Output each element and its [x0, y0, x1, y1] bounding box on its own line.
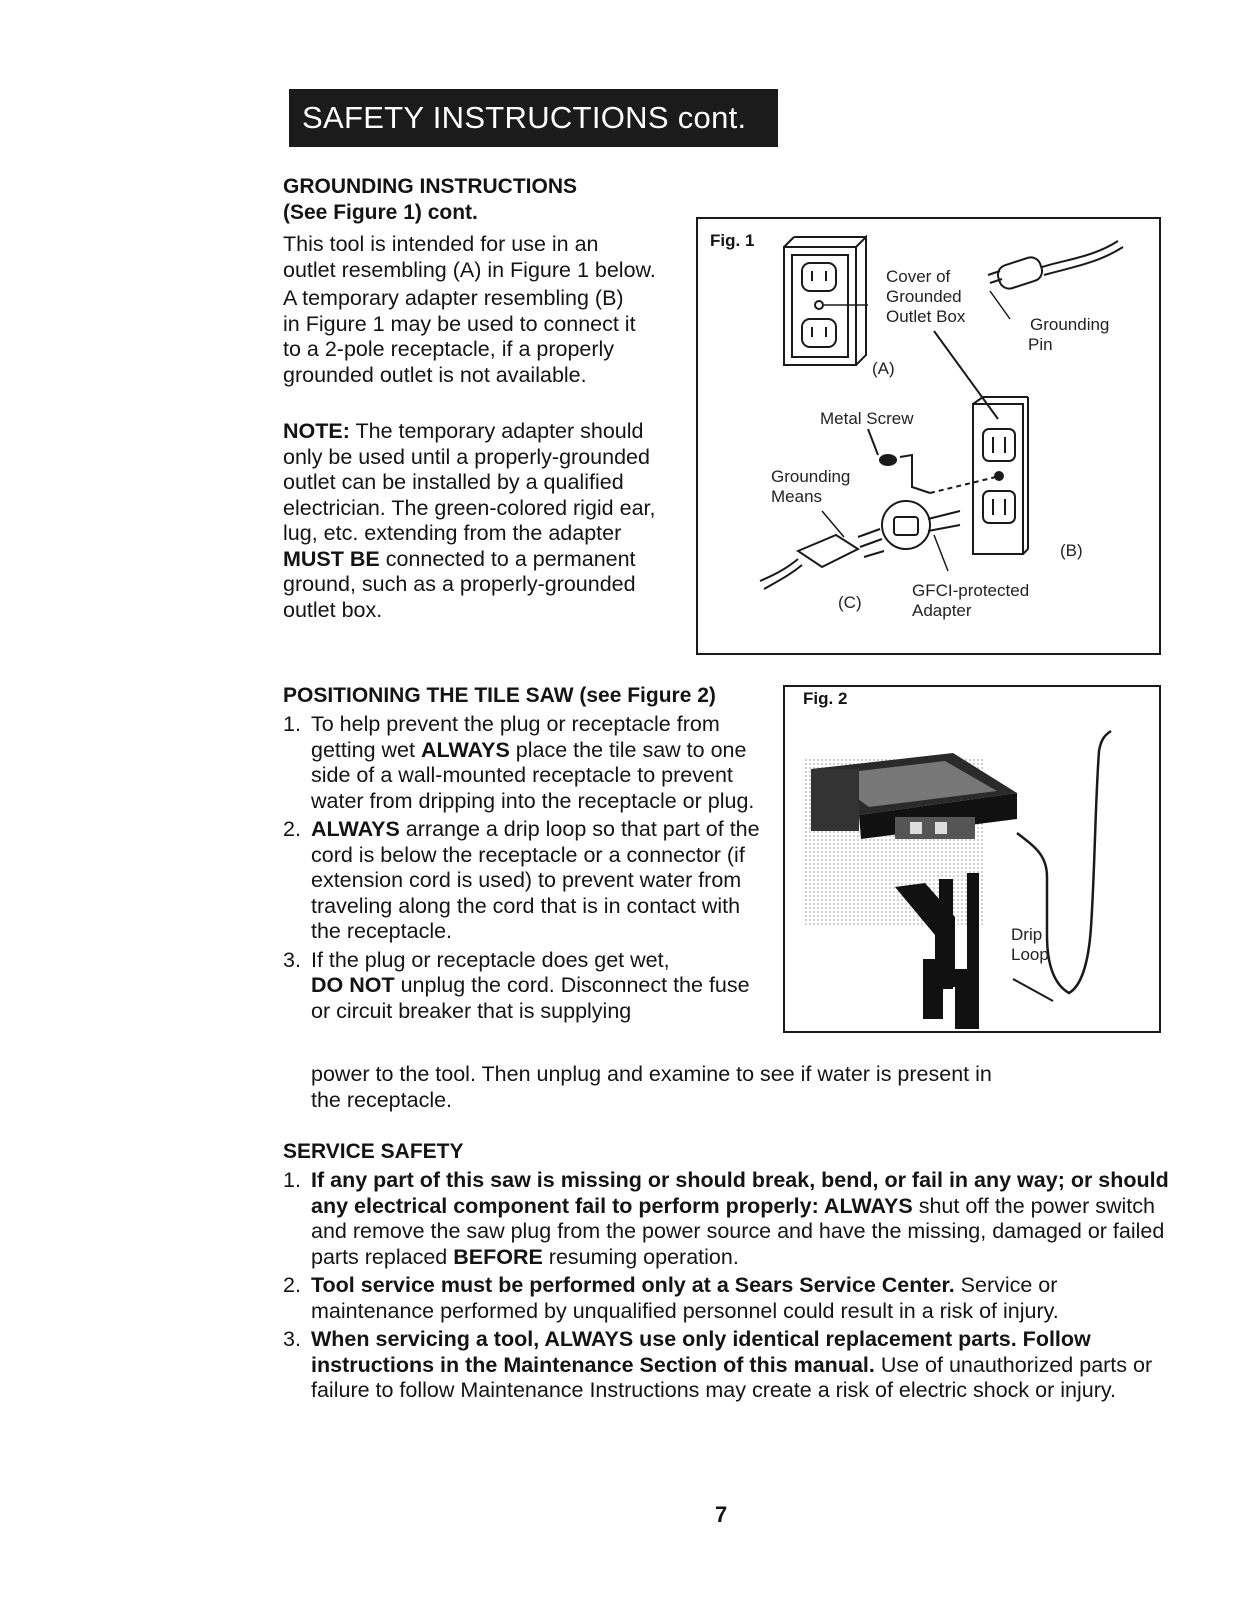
grounding-plug-drawing [988, 241, 1123, 319]
adapter-outlet-drawing [973, 397, 1028, 554]
grounded-outlet-drawing [784, 237, 868, 365]
positioning-item-3: 3. If the plug or receptacle does get wet, DO NOT unplug the cord. Disconnect the fuse or circuit breaker that is supplying [283, 947, 750, 1023]
grounding-para1: This tool is intended for use in an outlet resembling (A) in Figure 1 below. [283, 232, 656, 282]
tile-saw-drawing [811, 753, 1017, 839]
label-metal-screw: Metal Screw [820, 409, 914, 428]
positioning-item-3-continued: power to the tool. Then unplug and examine to see if water is present in the receptacle. [311, 1062, 992, 1112]
grounding-heading: GROUNDING INSTRUCTIONS [283, 175, 577, 198]
label-a: (A) [872, 359, 895, 378]
label-cover-line3: Outlet Box [886, 307, 966, 326]
service-item-2: 2. Tool service must be performed only at a Sears Service Center. Service or maintenance performed by unqualified personnel could result in a risk of injury. [283, 1273, 1059, 1323]
page-number: 7 [715, 1502, 728, 1527]
label-loop: Loop [1011, 945, 1049, 964]
label-grounding-means-line2: Means [771, 487, 823, 506]
plug-c-drawing [760, 511, 884, 589]
figure-2-label: Fig. 2 [803, 689, 848, 708]
gfci-adapter-drawing [882, 501, 960, 571]
metal-screw-drawing [868, 429, 996, 493]
service-item-1: 1. If any part of this saw is missing or should break, bend, or fail in any way; or should any electrical component fail to perform properly: ALWAYS shut off the power switch and remove the saw plug from the power source and have the missing, damaged or failed parts replaced BEFORE resuming operation. [283, 1168, 1169, 1269]
positioning-heading: POSITIONING THE TILE SAW (see Figure 2) [283, 684, 716, 707]
figure-2-photo [785, 687, 1163, 1035]
label-cover-line1: Cover of [886, 267, 951, 286]
positioning-list [283, 712, 763, 1027]
grounding-subheading: (See Figure 1) cont. [283, 201, 478, 224]
label-c: (C) [838, 593, 862, 612]
grounding-note: NOTE: The temporary adapter should only be used until a properly-grounded outlet can be installed by a qualified electrician. The green-colored rigid ear, lug, etc. extending from the adapter MUST BE connected to a permanent ground, such as a properly-grounded outlet box. [283, 419, 656, 622]
label-grounding-pin-line1: Grounding [1030, 315, 1110, 334]
label-cover-line2: Grounded [886, 287, 962, 306]
figure-2 [783, 685, 1161, 1033]
grounding-para2: A temporary adapter resembling (B) in Figure 1 may be used to connect it to a 2-pole receptacle, if a properly grounded outlet is not available. [283, 286, 636, 387]
label-gfci-line2: Adapter [912, 601, 972, 620]
figure-1 [696, 217, 1161, 655]
service-heading: SERVICE SAFETY [283, 1140, 464, 1163]
label-b: (B) [1060, 541, 1083, 560]
service-list [283, 1168, 1173, 1407]
positioning-item-1: 1. To help prevent the plug or receptacle from getting wet ALWAYS place the tile saw to one side of a wall-mounted receptacle to prevent water from dripping into the receptacle or plug. [283, 712, 755, 813]
service-item-3: 3. When servicing a tool, ALWAYS use only identical replacement parts. Follow instructions in the Maintenance Section of this manual. Use of unauthorized parts or failure to follow Maintenance Instructions may create a risk of electric shock or injury. [283, 1327, 1153, 1402]
section-banner: SAFETY INSTRUCTIONS cont. [289, 89, 778, 147]
positioning-item-2: 2. ALWAYS arrange a drip loop so that part of the cord is below the receptacle or a connector (if extension cord is used) to prevent water from traveling along the cord that is in contact with the receptacle. [283, 817, 760, 943]
label-drip: Drip [1011, 925, 1043, 944]
figure-1-label: Fig. 1 [710, 231, 755, 250]
label-grounding-pin-line2: Pin [1028, 335, 1053, 354]
label-gfci-line1: GFCI-protected [912, 581, 1030, 600]
label-grounding-means-line1: Grounding [771, 467, 851, 486]
